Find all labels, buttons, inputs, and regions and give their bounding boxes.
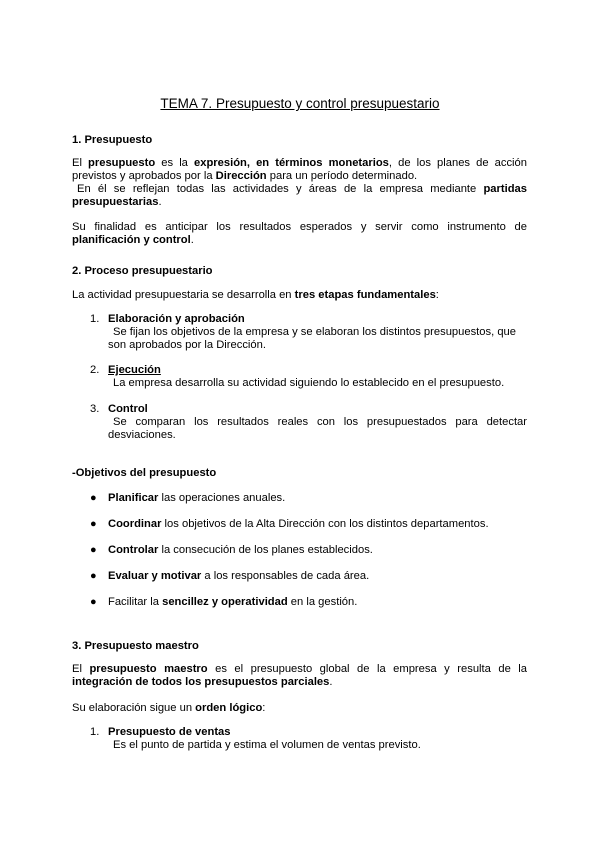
step-number: 1. xyxy=(90,313,100,325)
bullet-icon: ● xyxy=(90,518,97,530)
section-1-paragraph-3 xyxy=(72,221,527,247)
text-run: Su finalidad es anticipar los resultados esperados y servir como instrumento de xyxy=(72,221,527,233)
text-run: , de los planes de acción previstos y aprobados por la xyxy=(72,157,527,182)
section-3-paragraph-2: Su elaboración sigue un orden lógico: xyxy=(72,702,266,714)
page-title: TEMA 7. Presupuesto y control presupuestario xyxy=(160,96,440,111)
step-description: Es el punto de partida y estima el volumen de ventas previsto. xyxy=(113,739,421,751)
text-run: expresión, en términos monetarios xyxy=(194,157,389,169)
text-run: presupuesto maestro xyxy=(89,663,208,675)
section-3-paragraph-1 xyxy=(72,663,527,689)
bullet-icon: ● xyxy=(90,570,97,582)
step-description: Se fijan los objetivos de la empresa y se elaboran los distintos presupuestos, que son aprobados por la Dirección. xyxy=(108,326,516,351)
section-2-intro xyxy=(72,289,527,302)
document-page: TEMA 7. Presupuesto y control presupuestario 1. Presupuesto El presupuesto es la expresión, en términos monetarios, de los planes de acción previstos y aprobados por la Dirección para un período determinado. En él se reflejan todas las actividades y áreas de la empresa mediante partidas presupuestarias. Su finalidad es anticipar los resultados esperados y servir como instrumento de planificación y control. 2. Proceso presupuestario La actividad presupuestaria se desarrolla en tres etapas fundamentales: 1. Elaboración y aprobación Se fijan los objetivos de la empresa y se elaboran los distintos presupuestos, que son aprobados por la Dirección. 2. Ejecución La empresa desarrolla su actividad siguiendo lo establecido en el presupuesto. 3. Control Se comparan los resultados reales con los presupuestados para detectar desviaciones. -Objetivos del presupuesto ● Planificar las operaciones anuales. ● Coordinar los objetivos de la Alta Dirección con los distintos departamentos. ● Controlar la consecución de los planes establecidos. ● Evaluar y motivar a los responsables de cada área. ● Facilitar la sencillez y operatividad en la gestión. 3. Presupuesto maestro El presupuesto maestro es el presupuesto global de la empresa y resulta de la integración de todos los presupuestos parciales. Su elaboración sigue un orden lógico: 1. Presupuesto de ventas Es el punto de partida y estima el volumen de ventas previsto. xyxy=(0,0,600,848)
section-3-heading: 3. Presupuesto maestro xyxy=(72,640,199,652)
text-run: es la xyxy=(155,157,195,169)
step-title: Ejecución xyxy=(108,364,161,376)
step-number: 3. xyxy=(90,403,100,415)
bullet-icon: ● xyxy=(90,544,97,556)
section-1-heading: 1. Presupuesto xyxy=(72,134,153,146)
bullet-icon: ● xyxy=(90,492,97,504)
text-run: integración de todos los presupuestos parciales xyxy=(72,676,330,688)
intro-text: La actividad presupuestaria se desarrolla en xyxy=(72,289,295,301)
step-description: Se comparan los resultados reales con los presupuestados para detectar desviaciones. xyxy=(108,416,527,441)
text-run: presupuesto xyxy=(88,157,156,169)
section-1-paragraph-1 xyxy=(72,157,527,183)
text-run: . xyxy=(329,676,333,688)
text-run: . xyxy=(190,234,194,246)
objectives-heading: -Objetivos del presupuesto xyxy=(72,467,217,479)
text-run: Dirección xyxy=(215,170,267,182)
step-title: Presupuesto de ventas xyxy=(108,726,231,738)
text-run: El xyxy=(72,157,89,169)
step-title: Control xyxy=(108,403,148,415)
intro-colon: : xyxy=(435,289,439,301)
step-number: 1. xyxy=(90,726,100,738)
text-run: planificación y control xyxy=(72,234,191,246)
text-run: En él se reflejan todas las actividades y áreas de la empresa mediante xyxy=(77,183,484,195)
section-1-paragraph-2 xyxy=(72,183,527,209)
text-run: El xyxy=(72,663,90,675)
step-number: 2. xyxy=(90,364,100,376)
step-description: La empresa desarrolla su actividad siguiendo lo establecido en el presupuesto. xyxy=(113,377,505,389)
section-2-heading: 2. Proceso presupuestario xyxy=(72,265,213,277)
bullet-icon: ● xyxy=(90,596,97,608)
text-run: partidas presupuestarias xyxy=(72,183,527,208)
intro-bold: tres etapas fundamentales xyxy=(294,289,436,301)
text-run: para un período determinado. xyxy=(266,170,418,182)
text-run: es el presupuesto global de la empresa y resulta de la xyxy=(207,663,527,675)
text-run: . xyxy=(158,196,162,208)
step-title: Elaboración y aprobación xyxy=(108,313,245,325)
